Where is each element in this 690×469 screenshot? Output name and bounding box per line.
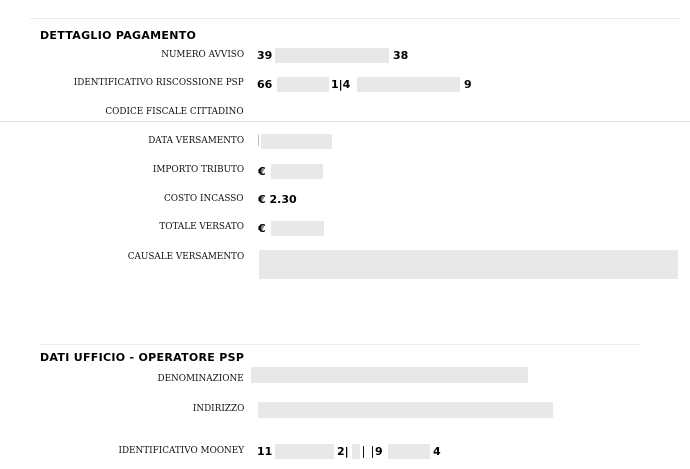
section-title-ufficio: DATI UFFICIO - OPERATORE PSP bbox=[40, 351, 245, 364]
mooney-redaction-2 bbox=[352, 444, 360, 459]
lower-cut-line bbox=[40, 344, 640, 345]
importo-redaction bbox=[271, 164, 323, 179]
top-cut-line bbox=[30, 18, 680, 19]
totale-redaction bbox=[271, 221, 324, 236]
label-totale-versato: TOTALE VERSATO bbox=[159, 221, 244, 232]
mooney-part-1: 11 bbox=[257, 445, 273, 458]
mooney-part-2: 2| bbox=[337, 445, 349, 458]
data-versamento-mark bbox=[258, 135, 259, 146]
riscossione-prefix: 66 bbox=[257, 78, 273, 91]
mooney-separator-mark bbox=[363, 446, 364, 458]
importo-currency: € bbox=[258, 165, 266, 178]
numero-avviso-prefix: 39 bbox=[257, 49, 273, 62]
label-numero-avviso: NUMERO AVVISO bbox=[161, 49, 244, 60]
label-denominazione: DENOMINAZIONE bbox=[157, 373, 244, 384]
label-importo-tributo: IMPORTO TRIBUTO bbox=[152, 164, 244, 175]
riscossione-redaction-1 bbox=[277, 77, 329, 92]
label-causale-versamento: CAUSALE VERSAMENTO bbox=[127, 251, 244, 262]
section-title-dettaglio: DETTAGLIO PAGAMENTO bbox=[40, 29, 197, 42]
label-costo-incasso: COSTO INCASSO bbox=[164, 193, 244, 204]
mooney-redaction-1 bbox=[275, 444, 334, 459]
totale-currency: € bbox=[258, 222, 266, 235]
data-versamento-redaction bbox=[261, 134, 332, 149]
mooney-redaction-3 bbox=[388, 444, 430, 459]
label-indirizzo: INDIRIZZO bbox=[192, 403, 244, 414]
label-codice-fiscale: CODICE FISCALE CITTADINO bbox=[105, 106, 244, 117]
indirizzo-redaction bbox=[258, 402, 553, 418]
middle-cut-line bbox=[0, 121, 690, 122]
numero-avviso-redaction bbox=[275, 48, 389, 63]
costo-incasso-value: € 2.30 bbox=[258, 193, 297, 206]
label-identificativo-mooney: IDENTIFICATIVO MOONEY bbox=[118, 445, 244, 456]
riscossione-redaction-2 bbox=[357, 77, 460, 92]
denominazione-redaction bbox=[251, 367, 528, 383]
causale-redaction bbox=[259, 250, 678, 279]
numero-avviso-suffix: 38 bbox=[393, 49, 409, 62]
label-identificativo-riscossione: IDENTIFICATIVO RISCOSSIONE PSP bbox=[74, 77, 244, 88]
riscossione-suffix: 9 bbox=[464, 78, 472, 91]
mooney-part-3: 9 bbox=[375, 445, 383, 458]
label-data-versamento: DATA VERSAMENTO bbox=[148, 135, 244, 146]
riscossione-mid: 1|4 bbox=[331, 78, 351, 91]
mooney-part-4: 4 bbox=[433, 445, 441, 458]
mooney-bar-before-9 bbox=[372, 446, 373, 458]
